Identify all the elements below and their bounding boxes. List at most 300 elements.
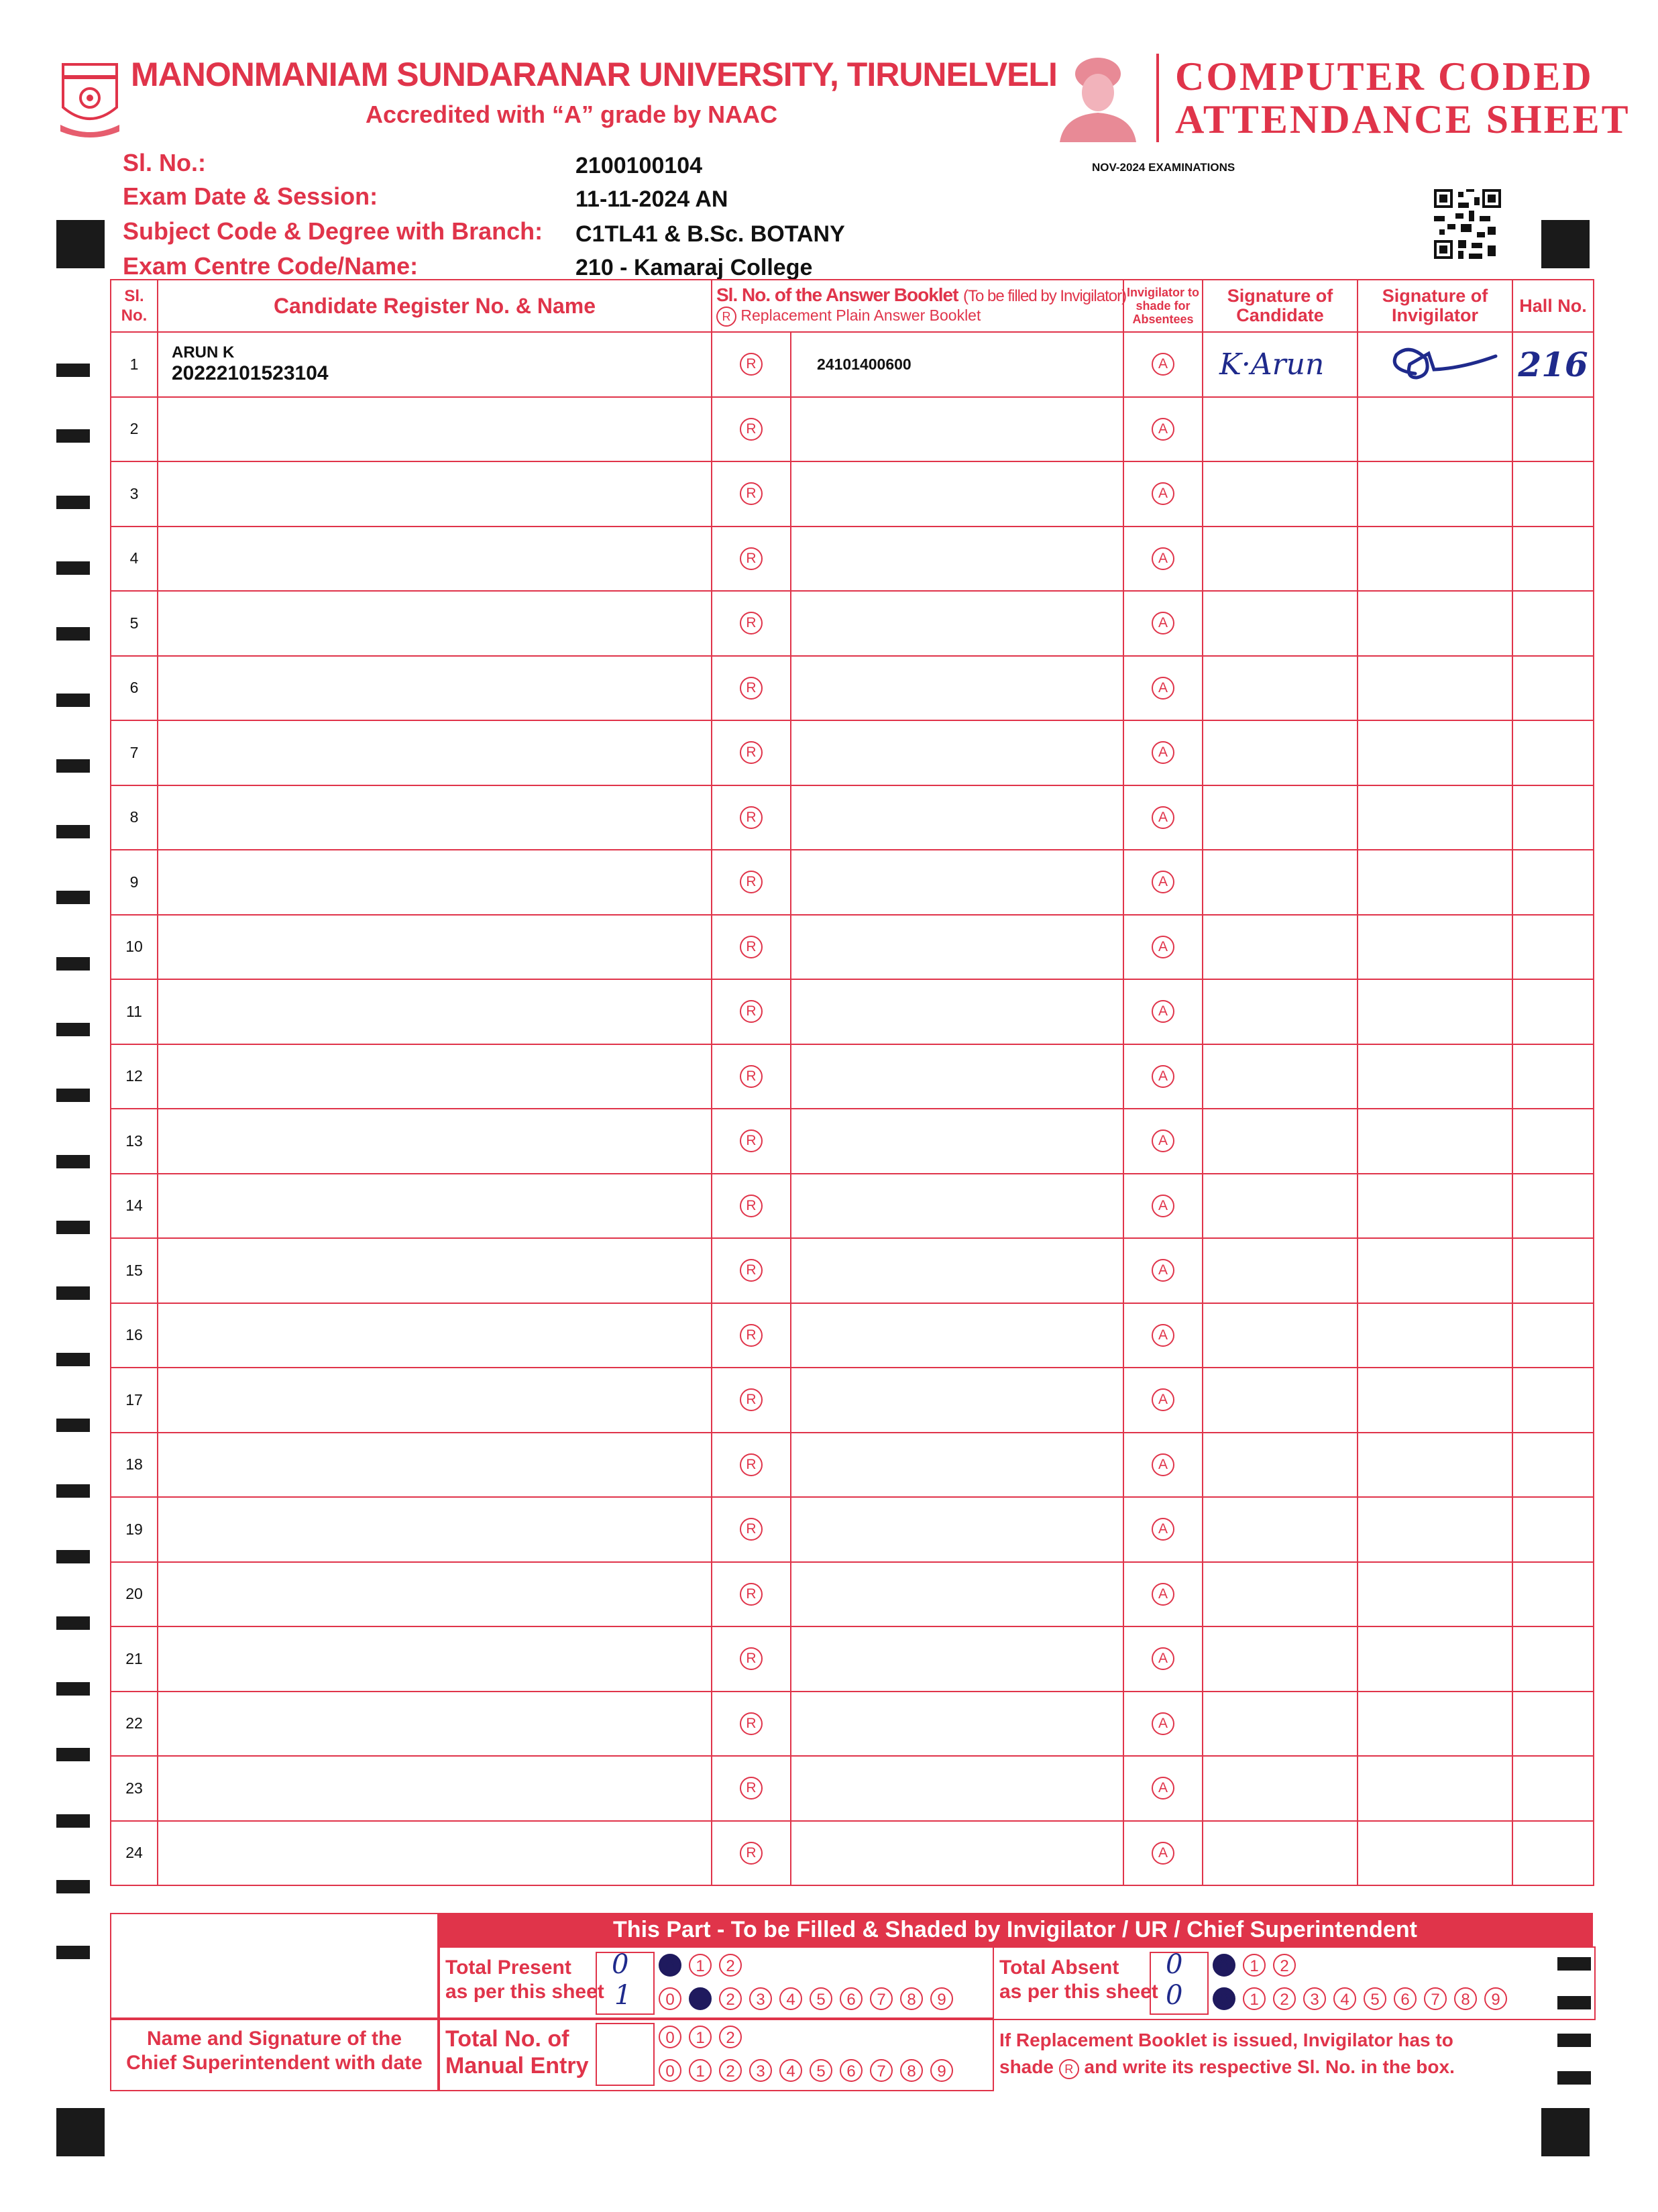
absent-tens-bubbles[interactable] — [1213, 1954, 1303, 1977]
absent-bubble-cell[interactable] — [1123, 1692, 1203, 1757]
replacement-bubble-cell[interactable] — [712, 850, 791, 915]
digit-bubble[interactable]: 2 — [719, 2026, 742, 2048]
absent-bubble-cell[interactable] — [1123, 591, 1203, 656]
booklet-no-cell[interactable] — [791, 1303, 1123, 1368]
booklet-no-cell[interactable] — [791, 461, 1123, 527]
replacement-bubble[interactable]: R — [740, 1583, 763, 1606]
row-sl-no: 21 — [111, 1626, 158, 1692]
invigilator-signature-cell[interactable] — [1358, 656, 1512, 721]
digit-bubble[interactable]: 0 — [659, 1987, 681, 2010]
hall-no-cell[interactable] — [1512, 397, 1594, 462]
booklet-no-cell[interactable] — [791, 720, 1123, 785]
candidate-cell — [158, 527, 712, 592]
booklet-no-cell[interactable] — [791, 656, 1123, 721]
absent-bubble[interactable]: A — [1152, 612, 1174, 634]
replacement-bubble[interactable]: R — [740, 677, 763, 700]
replacement-bubble[interactable]: R — [740, 1712, 763, 1735]
absent-bubble[interactable]: A — [1152, 677, 1174, 700]
corner-mark-tl — [56, 220, 105, 268]
replacement-bubble[interactable]: R — [740, 612, 763, 634]
invigilator-signature-cell[interactable] — [1358, 1692, 1512, 1757]
replacement-bubble-cell[interactable] — [712, 1497, 791, 1562]
absent-bubble[interactable]: A — [1152, 1647, 1174, 1670]
replacement-bubble-cell[interactable] — [712, 397, 791, 462]
booklet-no-cell[interactable] — [791, 332, 1123, 397]
candidate-signature-cell[interactable] — [1203, 1692, 1358, 1757]
digit-bubble[interactable]: 5 — [810, 1987, 832, 2010]
absent-bubble-cell[interactable] — [1123, 979, 1203, 1044]
absent-bubble-cell[interactable] — [1123, 720, 1203, 785]
table-row — [111, 1174, 1594, 1239]
replacement-bubble[interactable]: R — [740, 1195, 763, 1217]
hall-no-cell[interactable] — [1512, 1433, 1594, 1498]
replacement-bubble-cell[interactable] — [712, 656, 791, 721]
row-sl-no: 9 — [111, 850, 158, 915]
hall-no-cell[interactable] — [1512, 1562, 1594, 1627]
digit-bubble[interactable]: 1 — [689, 1987, 712, 2010]
invigilator-signature-cell[interactable] — [1358, 979, 1512, 1044]
booklet-no-cell[interactable] — [791, 1174, 1123, 1239]
corner-mark-bl — [56, 2108, 105, 2156]
absent-bubble[interactable]: A — [1152, 1259, 1174, 1282]
timing-mark-left — [56, 1682, 90, 1696]
absent-bubble-cell[interactable] — [1123, 785, 1203, 850]
replacement-bubble-cell[interactable] — [712, 1303, 791, 1368]
digit-bubble[interactable]: 8 — [900, 2059, 923, 2082]
absent-bubble-cell[interactable] — [1123, 1433, 1203, 1498]
candidate-signature-cell[interactable] — [1203, 1497, 1358, 1562]
manual-entry-label — [445, 2026, 588, 2079]
absent-bubble[interactable]: A — [1152, 936, 1174, 958]
candidate-signature-cell[interactable] — [1203, 656, 1358, 721]
invigilator-signature-cell[interactable] — [1358, 1238, 1512, 1303]
table-header — [111, 280, 1594, 332]
candidate-signature-cell[interactable] — [1203, 1238, 1358, 1303]
accreditation-text: Accredited with “A” grade by NAAC — [366, 101, 778, 128]
absent-bubble-cell[interactable] — [1123, 1626, 1203, 1692]
candidate-signature-cell[interactable] — [1203, 850, 1358, 915]
replacement-bubble-cell[interactable] — [712, 1238, 791, 1303]
replacement-bubble[interactable]: R — [740, 418, 763, 441]
chief-superintendent-label — [111, 2027, 437, 2075]
booklet-no-cell[interactable] — [791, 1044, 1123, 1109]
row-sl-no: 5 — [111, 591, 158, 656]
replacement-bubble-cell[interactable] — [712, 979, 791, 1044]
digit-bubble[interactable]: 6 — [1394, 1987, 1417, 2010]
invigilator-signature-icon — [1362, 336, 1509, 390]
timing-mark-r3 — [1557, 2034, 1591, 2047]
total-absent-tens-handwritten: 0 — [1166, 1949, 1183, 1980]
digit-bubble[interactable]: 1 — [1243, 1954, 1266, 1977]
digit-bubble[interactable]: 5 — [810, 2059, 832, 2082]
digit-bubble[interactable]: 2 — [719, 1987, 742, 2010]
hall-no-cell[interactable] — [1512, 461, 1594, 527]
invigilator-signature-cell[interactable] — [1358, 1497, 1512, 1562]
booklet-no-cell[interactable] — [791, 915, 1123, 980]
candidate-signature-cell[interactable] — [1203, 332, 1358, 397]
exam-date-label: Exam Date & Session: — [123, 182, 378, 210]
timing-mark-left — [56, 1814, 90, 1828]
absent-bubble[interactable]: A — [1152, 1195, 1174, 1217]
absent-bubble[interactable]: A — [1152, 353, 1174, 376]
hall-no-cell[interactable] — [1512, 1626, 1594, 1692]
digit-bubble[interactable]: 3 — [749, 1987, 772, 2010]
candidate-signature-cell[interactable] — [1203, 720, 1358, 785]
invigilator-signature-cell[interactable] — [1358, 397, 1512, 462]
candidate-cell — [158, 1044, 712, 1109]
row-sl-no: 18 — [111, 1433, 158, 1498]
booklet-no-cell[interactable] — [791, 1756, 1123, 1821]
absent-bubble[interactable]: A — [1152, 1453, 1174, 1476]
digit-bubble[interactable]: 6 — [840, 1987, 863, 2010]
absent-bubble-cell[interactable] — [1123, 656, 1203, 721]
manual-units-bubbles[interactable] — [659, 2059, 960, 2082]
replacement-bubble[interactable]: R — [740, 1842, 763, 1865]
digit-bubble[interactable]: 1 — [689, 2059, 712, 2082]
digit-bubble[interactable]: 1 — [689, 1954, 712, 1977]
replacement-bubble-cell[interactable] — [712, 1756, 791, 1821]
replacement-bubble-cell[interactable] — [712, 1368, 791, 1433]
table-row — [111, 1626, 1594, 1692]
replacement-bubble-cell[interactable] — [712, 461, 791, 527]
absent-bubble-cell[interactable] — [1123, 915, 1203, 980]
digit-bubble[interactable]: 3 — [749, 2059, 772, 2082]
booklet-no-cell[interactable] — [791, 527, 1123, 592]
replacement-bubble[interactable]: R — [740, 1518, 763, 1541]
total-absent-line1: Total Absent — [999, 1956, 1119, 1979]
replacement-bubble[interactable]: R — [740, 871, 763, 893]
replacement-bubble[interactable]: R — [740, 1647, 763, 1670]
absent-bubble-cell[interactable] — [1123, 1562, 1203, 1627]
replacement-bubble-cell[interactable] — [712, 1692, 791, 1757]
booklet-no-cell[interactable] — [791, 1368, 1123, 1433]
row-sl-no: 20 — [111, 1562, 158, 1627]
absent-bubble[interactable]: A — [1152, 418, 1174, 441]
candidate-cell — [158, 332, 712, 397]
invigilator-signature-cell[interactable] — [1358, 785, 1512, 850]
replacement-bubble-cell[interactable] — [712, 720, 791, 785]
booklet-no-cell[interactable] — [791, 1821, 1123, 1886]
absent-bubble[interactable]: A — [1152, 741, 1174, 764]
absent-bubble-cell[interactable] — [1123, 527, 1203, 592]
absent-bubble-cell[interactable] — [1123, 1044, 1203, 1109]
invigilator-signature-cell[interactable] — [1358, 1756, 1512, 1821]
candidate-signature-cell[interactable] — [1203, 527, 1358, 592]
absent-bubble[interactable]: A — [1152, 871, 1174, 893]
replacement-bubble[interactable]: R — [740, 1000, 763, 1023]
booklet-no-cell[interactable] — [791, 1238, 1123, 1303]
absent-bubble[interactable]: A — [1152, 806, 1174, 829]
replacement-bubble-cell[interactable] — [712, 1174, 791, 1239]
replacement-bubble-cell[interactable] — [712, 785, 791, 850]
row-sl-no: 8 — [111, 785, 158, 850]
candidate-cell — [158, 656, 712, 721]
table-row — [111, 332, 1594, 397]
digit-bubble[interactable]: 2 — [1273, 1954, 1296, 1977]
absent-bubble-cell[interactable] — [1123, 1238, 1203, 1303]
total-absent-write-box[interactable] — [1150, 1949, 1209, 2015]
invigilator-signature-cell[interactable] — [1358, 915, 1512, 980]
invigilator-signature-cell[interactable] — [1358, 1626, 1512, 1692]
candidate-signature-cell[interactable] — [1203, 591, 1358, 656]
candidate-signature-cell[interactable] — [1203, 1303, 1358, 1368]
candidate-signature-cell[interactable] — [1203, 1109, 1358, 1174]
digit-bubble[interactable]: 8 — [900, 1987, 923, 2010]
hall-no-cell[interactable] — [1512, 785, 1594, 850]
absent-bubble-cell[interactable] — [1123, 1756, 1203, 1821]
replacement-bubble-cell[interactable] — [712, 1626, 791, 1692]
sheet-title-line2: ATTENDANCE SHEET — [1175, 97, 1631, 142]
note-line1: If Replacement Booklet is issued, Invigilator has to — [999, 2030, 1453, 2050]
hall-no-cell[interactable] — [1512, 1303, 1594, 1368]
replacement-bubble-cell[interactable] — [712, 527, 791, 592]
col-booklet — [712, 280, 1127, 332]
candidate-cell — [158, 397, 712, 462]
candidate-signature-cell[interactable] — [1203, 1433, 1358, 1498]
digit-bubble[interactable]: 3 — [1303, 1987, 1326, 2010]
absent-bubble[interactable]: A — [1152, 1324, 1174, 1347]
hall-no-cell[interactable] — [1512, 850, 1594, 915]
candidate-signature-cell[interactable] — [1203, 461, 1358, 527]
row-sl-no: 19 — [111, 1497, 158, 1562]
col-booklet-note: (To be filled by Invigilator) — [962, 287, 1127, 305]
booklet-no-cell[interactable] — [791, 1433, 1123, 1498]
present-tens-bubbles[interactable] — [659, 1954, 749, 1977]
invigilator-signature-cell[interactable] — [1358, 720, 1512, 785]
digit-bubble[interactable]: 0 — [659, 1954, 681, 1977]
absent-bubble[interactable]: A — [1152, 1842, 1174, 1865]
digit-bubble[interactable]: 9 — [930, 2059, 953, 2082]
absent-bubble-cell[interactable] — [1123, 850, 1203, 915]
booklet-no-cell[interactable] — [791, 1497, 1123, 1562]
candidate-cell — [158, 1174, 712, 1239]
hall-no-cell[interactable] — [1512, 1756, 1594, 1821]
hall-no-cell[interactable] — [1512, 656, 1594, 721]
digit-bubble[interactable]: 5 — [1364, 1987, 1386, 2010]
candidate-cell — [158, 1692, 712, 1757]
hall-no-cell[interactable] — [1512, 720, 1594, 785]
booklet-no-cell[interactable] — [791, 850, 1123, 915]
digit-bubble[interactable]: 0 — [659, 2026, 681, 2048]
invigilator-signature-cell[interactable] — [1358, 1303, 1512, 1368]
present-units-bubbles[interactable] — [659, 1987, 960, 2010]
digit-bubble[interactable]: 9 — [1484, 1987, 1507, 2010]
timing-mark-left — [56, 1748, 90, 1761]
exam-name: NOV-2024 EXAMINATIONS — [1092, 161, 1235, 174]
timing-mark-left — [56, 957, 90, 971]
replacement-bubble-cell[interactable] — [712, 1109, 791, 1174]
absent-bubble-cell[interactable] — [1123, 397, 1203, 462]
absent-bubble[interactable]: A — [1152, 1583, 1174, 1606]
replacement-bubble-cell[interactable] — [712, 1044, 791, 1109]
replacement-bubble[interactable]: R — [740, 482, 763, 505]
absent-bubble-cell[interactable] — [1123, 1497, 1203, 1562]
row-sl-no: 6 — [111, 656, 158, 721]
absent-bubble-cell[interactable] — [1123, 1109, 1203, 1174]
candidate-register-no: 20222101523104 — [172, 362, 329, 385]
digit-bubble[interactable]: 9 — [930, 1987, 953, 2010]
replacement-bubble-cell[interactable] — [712, 915, 791, 980]
hall-no-cell[interactable] — [1512, 1821, 1594, 1886]
hall-no-cell[interactable] — [1512, 1174, 1594, 1239]
booklet-no-cell[interactable] — [791, 979, 1123, 1044]
replacement-bubble[interactable]: R — [740, 1453, 763, 1476]
replacement-bubble-cell[interactable] — [712, 1562, 791, 1627]
replacement-bubble[interactable]: R — [740, 936, 763, 958]
absent-bubble[interactable]: A — [1152, 1518, 1174, 1541]
candidate-signature-cell[interactable] — [1203, 915, 1358, 980]
digit-bubble[interactable]: 2 — [719, 2059, 742, 2082]
digit-bubble[interactable]: 4 — [779, 1987, 802, 2010]
manual-entry-write-box[interactable] — [596, 2023, 655, 2086]
col-sl-no: Sl. No. — [111, 280, 158, 332]
absent-bubble[interactable]: A — [1152, 547, 1174, 570]
candidate-signature-cell[interactable] — [1203, 1174, 1358, 1239]
digit-bubble[interactable]: 6 — [840, 2059, 863, 2082]
digit-bubble[interactable]: 7 — [870, 2059, 893, 2082]
invigilator-signature-cell[interactable] — [1358, 591, 1512, 656]
absent-bubble-cell[interactable] — [1123, 1821, 1203, 1886]
timing-mark-left — [56, 1023, 90, 1036]
replacement-bubble[interactable]: R — [740, 1777, 763, 1800]
invigilator-signature-cell[interactable] — [1358, 461, 1512, 527]
digit-bubble[interactable]: 7 — [870, 1987, 893, 2010]
invigilator-signature-cell[interactable] — [1358, 1821, 1512, 1886]
booklet-no-cell[interactable] — [791, 1109, 1123, 1174]
total-present-write-box[interactable] — [596, 1949, 655, 2015]
replacement-bubble-cell[interactable] — [712, 1821, 791, 1886]
replacement-bubble[interactable]: R — [740, 1129, 763, 1152]
chief-line2: Chief Superintendent with date — [126, 2052, 423, 2074]
replacement-bubble[interactable]: R — [740, 1259, 763, 1282]
replacement-bubble[interactable]: R — [740, 806, 763, 829]
absent-bubble[interactable]: A — [1152, 1129, 1174, 1152]
table-row — [111, 1692, 1594, 1757]
invigilator-signature-cell[interactable] — [1358, 332, 1512, 397]
absent-bubble[interactable]: A — [1152, 1388, 1174, 1411]
note-line2-b: and write its respective Sl. No. in the box. — [1084, 2056, 1455, 2077]
digit-bubble[interactable]: 0 — [1213, 1954, 1235, 1977]
absent-bubble[interactable]: A — [1152, 482, 1174, 505]
hall-no-cell[interactable] — [1512, 527, 1594, 592]
absent-bubble-cell[interactable] — [1123, 332, 1203, 397]
digit-bubble[interactable]: 0 — [659, 2059, 681, 2082]
absent-bubble-cell[interactable] — [1123, 1174, 1203, 1239]
absent-bubble[interactable]: A — [1152, 1065, 1174, 1088]
hall-no-cell[interactable] — [1512, 591, 1594, 656]
candidate-cell — [158, 979, 712, 1044]
digit-bubble[interactable]: 1 — [1243, 1987, 1266, 2010]
hall-no-cell[interactable] — [1512, 1109, 1594, 1174]
digit-bubble[interactable]: 0 — [1213, 1987, 1235, 2010]
booklet-no-cell[interactable] — [791, 1692, 1123, 1757]
digit-bubble[interactable]: 8 — [1454, 1987, 1477, 2010]
hall-no-cell[interactable] — [1512, 1692, 1594, 1757]
footer-left-box — [110, 1913, 440, 2020]
candidate-signature-cell[interactable] — [1203, 1044, 1358, 1109]
digit-bubble[interactable]: 4 — [779, 2059, 802, 2082]
replacement-bubble-cell[interactable] — [712, 1433, 791, 1498]
invigilator-signature-cell[interactable] — [1358, 1368, 1512, 1433]
absent-bubble[interactable]: A — [1152, 1777, 1174, 1800]
hall-no-cell[interactable] — [1512, 1238, 1594, 1303]
replacement-bubble-cell[interactable] — [712, 332, 791, 397]
booklet-no-cell[interactable] — [791, 397, 1123, 462]
total-absent-label — [999, 1956, 1158, 2004]
booklet-no-cell[interactable] — [791, 1626, 1123, 1692]
sheet-title-line1: COMPUTER CODED — [1175, 54, 1594, 99]
absent-bubble-cell[interactable] — [1123, 1368, 1203, 1433]
candidate-cell — [158, 1303, 712, 1368]
replacement-bubble[interactable]: R — [740, 547, 763, 570]
invigilator-signature-cell[interactable] — [1358, 1174, 1512, 1239]
row-sl-no: 14 — [111, 1174, 158, 1239]
booklet-no-cell[interactable] — [791, 1562, 1123, 1627]
replacement-bubble[interactable]: R — [740, 1065, 763, 1088]
invigilator-signature-cell[interactable] — [1358, 1562, 1512, 1627]
candidate-signature-cell[interactable] — [1203, 397, 1358, 462]
invigilator-signature-cell[interactable] — [1358, 1433, 1512, 1498]
digit-bubble[interactable]: 1 — [689, 2026, 712, 2048]
candidate-signature-cell[interactable] — [1203, 1626, 1358, 1692]
absent-bubble-cell[interactable] — [1123, 1303, 1203, 1368]
manual-line2: Manual Entry — [445, 2053, 589, 2079]
hall-no-cell[interactable] — [1512, 915, 1594, 980]
booklet-no-cell[interactable] — [791, 785, 1123, 850]
subject-value: C1TL41 & B.Sc. BOTANY — [575, 221, 845, 247]
replacement-bubble-cell[interactable] — [712, 591, 791, 656]
digit-bubble[interactable]: 2 — [719, 1954, 742, 1977]
sl-no-label: Sl. No.: — [123, 149, 206, 176]
col-sig-candidate: Signature of Candidate — [1203, 280, 1358, 332]
replacement-bubble[interactable]: R — [740, 1324, 763, 1347]
candidate-signature-cell[interactable] — [1203, 1562, 1358, 1627]
invigilator-signature-cell[interactable] — [1358, 527, 1512, 592]
table-row — [111, 1044, 1594, 1109]
absent-bubble-cell[interactable] — [1123, 461, 1203, 527]
absent-bubble[interactable]: A — [1152, 1000, 1174, 1023]
invigilator-signature-cell[interactable] — [1358, 1044, 1512, 1109]
candidate-signature-cell[interactable] — [1203, 785, 1358, 850]
digit-bubble[interactable]: 4 — [1333, 1987, 1356, 2010]
replacement-bubble[interactable]: R — [740, 353, 763, 376]
candidate-signature-cell[interactable] — [1203, 979, 1358, 1044]
hall-no-cell[interactable] — [1512, 1368, 1594, 1433]
candidate-signature-cell[interactable] — [1203, 1368, 1358, 1433]
replacement-bubble[interactable]: R — [740, 741, 763, 764]
hall-no-cell[interactable] — [1512, 332, 1594, 397]
booklet-no-cell[interactable] — [791, 591, 1123, 656]
hall-no-cell[interactable] — [1512, 979, 1594, 1044]
replacement-bubble[interactable]: R — [740, 1388, 763, 1411]
exam-centre-value: 210 - Kamaraj College — [575, 255, 813, 280]
row-sl-no: 11 — [111, 979, 158, 1044]
timing-mark-left — [56, 1155, 90, 1168]
absent-units-bubbles[interactable] — [1213, 1987, 1514, 2010]
invigilator-signature-cell[interactable] — [1358, 1109, 1512, 1174]
absent-bubble[interactable]: A — [1152, 1712, 1174, 1735]
manual-tens-bubbles[interactable] — [659, 2026, 749, 2048]
invigilator-signature-cell[interactable] — [1358, 850, 1512, 915]
hall-no-cell[interactable] — [1512, 1044, 1594, 1109]
hall-no-cell[interactable] — [1512, 1497, 1594, 1562]
digit-bubble[interactable]: 7 — [1424, 1987, 1447, 2010]
table-row — [111, 1368, 1594, 1433]
candidate-signature-cell[interactable] — [1203, 1821, 1358, 1886]
table-row — [111, 1238, 1594, 1303]
digit-bubble[interactable]: 2 — [1273, 1987, 1296, 2010]
candidate-signature-cell[interactable] — [1203, 1756, 1358, 1821]
